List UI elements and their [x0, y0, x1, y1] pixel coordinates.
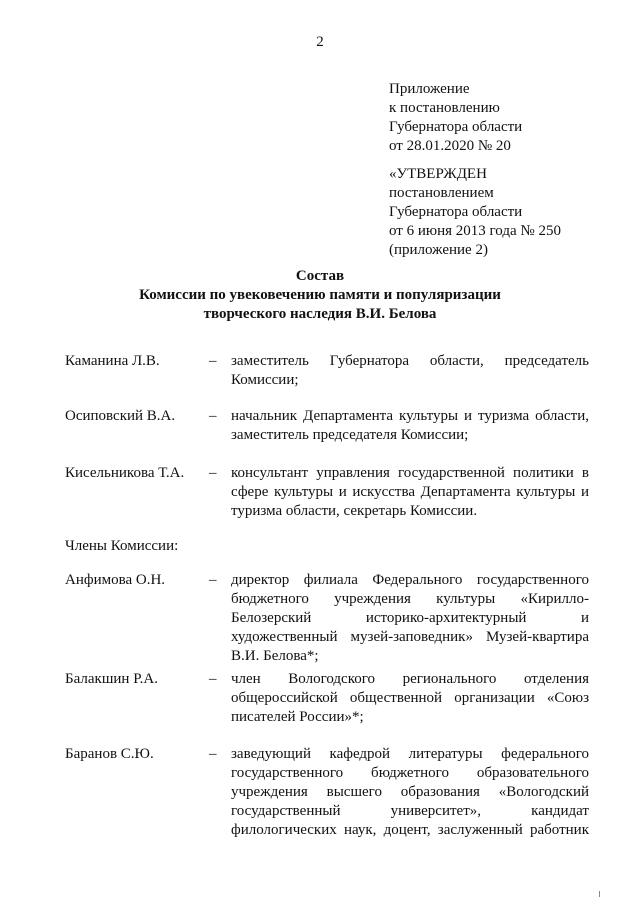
approval-line: Губернатора области — [389, 204, 523, 220]
member-role — [231, 670, 589, 727]
dash-separator: – — [209, 746, 217, 762]
member-role — [231, 745, 589, 840]
title-line: Состав — [295, 268, 345, 284]
member-name: Кисельникова Т.А. — [65, 465, 185, 481]
member-role — [231, 352, 589, 390]
scan-mark — [599, 891, 600, 897]
approval-reference — [389, 165, 619, 260]
role-line: писателей России»*; — [231, 709, 364, 725]
dash-separator: – — [209, 671, 217, 687]
page-number: 2 — [316, 34, 324, 50]
role-line: филологических наук, доцент, заслуженный работник — [231, 822, 589, 838]
role-line: начальник Департамента культуры и туризма области, — [231, 408, 589, 424]
role-line: консультант управления государственной политики в — [231, 465, 589, 481]
member-name: Каманина Л.В. — [65, 353, 160, 369]
role-line: общероссийской общественной организации «Союз — [231, 690, 589, 706]
appendix-line: от 28.01.2020 № 20 — [389, 138, 511, 154]
approval-line: от 6 июня 2013 года № 250 — [389, 223, 561, 239]
role-line: директор филиала Федерального государственного — [231, 572, 589, 588]
appendix-line: Приложение — [389, 81, 470, 97]
role-line: художественный музей-заповедник» Музей-квартира — [231, 629, 589, 645]
document-title — [0, 267, 640, 324]
role-line: заведующий кафедрой литературы федерального — [231, 746, 589, 762]
role-line: заместитель Губернатора области, председатель — [231, 353, 589, 369]
role-line: государственный университет», кандидат — [231, 803, 589, 819]
role-line: сфере культуры и искусства Департамента культуры и — [231, 484, 589, 500]
role-line: бюджетного учреждения культуры «Кирилло- — [231, 591, 589, 607]
title-line: Комиссии по увековечению памяти и популяризации — [139, 287, 501, 303]
member-name: Анфимова О.Н. — [65, 572, 166, 588]
member-role — [231, 407, 589, 445]
role-line: государственного бюджетного образовательного — [231, 765, 589, 781]
dash-separator: – — [209, 408, 217, 424]
role-line: Белозерский историко-архитектурный и — [231, 610, 589, 626]
role-line: заместитель председателя Комиссии; — [231, 427, 469, 443]
role-line: учреждения высшего образования «Вологодский — [231, 784, 589, 800]
member-name: Баранов С.Ю. — [65, 746, 154, 762]
appendix-line: Губернатора области — [389, 119, 523, 135]
dash-separator: – — [209, 465, 217, 481]
member-role — [231, 571, 589, 666]
member-role — [231, 464, 589, 521]
role-line: В.И. Белова*; — [231, 648, 319, 664]
appendix-line: к постановлению — [389, 100, 500, 116]
approval-line: (приложение 2) — [389, 242, 488, 258]
approval-line: постановлением — [389, 185, 494, 201]
role-line: туризма области, секретарь Комиссии. — [231, 503, 478, 519]
role-line: Комиссии; — [231, 372, 299, 388]
member-name: Осиповский В.А. — [65, 408, 176, 424]
title-line: творческого наследия В.И. Белова — [203, 306, 437, 322]
dash-separator: – — [209, 353, 217, 369]
members-label: Члены Комиссии: — [65, 538, 179, 554]
role-line: член Вологодского регионального отделения — [231, 671, 589, 687]
member-name: Балакшин Р.А. — [65, 671, 158, 687]
appendix-reference — [389, 80, 619, 156]
approval-line: «УТВЕРЖДЕН — [389, 166, 487, 182]
dash-separator: – — [209, 572, 217, 588]
